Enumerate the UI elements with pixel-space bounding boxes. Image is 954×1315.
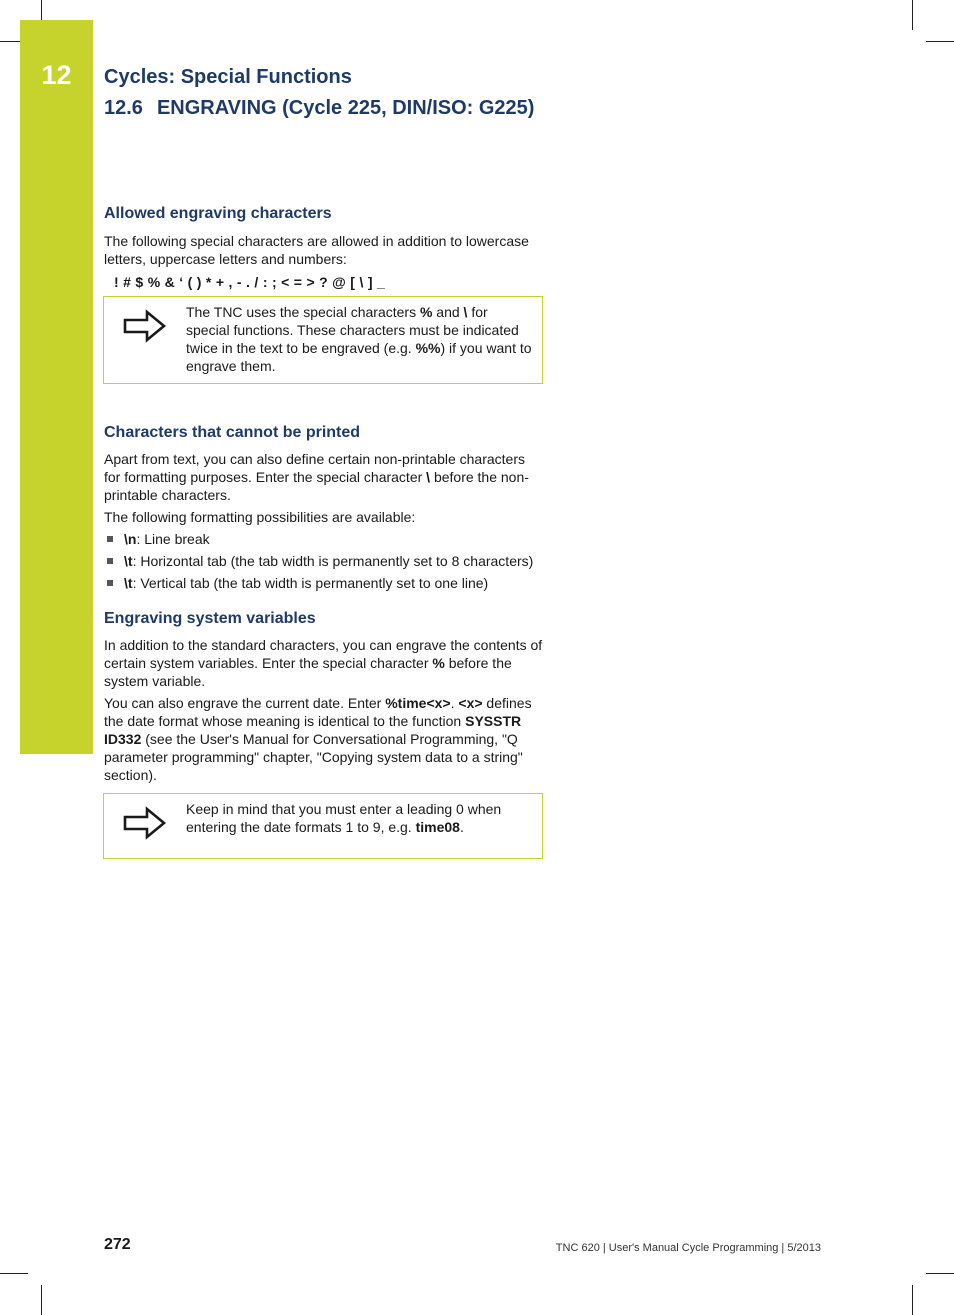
note-box-special-characters bbox=[103, 296, 543, 384]
note-arrow-icon bbox=[104, 297, 186, 383]
list-item: \t: Horizontal tab (the tab width is permanently set to 8 characters) bbox=[104, 552, 544, 570]
crop-mark bbox=[41, 0, 42, 20]
main-content bbox=[104, 205, 544, 859]
page-number: 272 bbox=[104, 1236, 131, 1253]
crop-mark bbox=[41, 1285, 42, 1315]
note-text-special-characters: The TNC uses the special characters % and \ for special functions. These characters must be indicated twice in the text to be engraved (e.g. %%) if you want to engrave them. bbox=[186, 304, 532, 374]
crop-mark bbox=[0, 1273, 28, 1274]
crop-mark bbox=[912, 1285, 913, 1315]
list-item: \t: Vertical tab (the tab width is permanently set to one line) bbox=[104, 574, 544, 592]
chapter-title: Cycles: Special Functions bbox=[104, 66, 352, 88]
crop-mark bbox=[0, 41, 20, 42]
footer-doc-info: TNC 620 | User's Manual Cycle Programming | 5/2013 bbox=[555, 1242, 821, 1254]
bullet-square-icon bbox=[107, 536, 113, 542]
crop-mark bbox=[926, 1273, 954, 1274]
note-arrow-icon bbox=[104, 794, 186, 858]
nonprint-paragraph-2: The following formatting possibilities are available: bbox=[104, 509, 416, 525]
nonprint-paragraph-1: Apart from text, you can also define certain non-printable characters for formatting purposes. Enter the special character \ before the non-printable characters. bbox=[104, 451, 529, 503]
formatting-options-list bbox=[104, 530, 544, 592]
arrow-right-icon bbox=[123, 309, 167, 343]
chapter-tab-bar bbox=[20, 20, 93, 754]
note-box-date-format bbox=[103, 793, 543, 859]
chapter-number: 12 bbox=[41, 60, 72, 90]
list-item: \n: Line break bbox=[104, 530, 544, 548]
section-title-text: ENGRAVING (Cycle 225, DIN/ISO: G225) bbox=[156, 97, 535, 119]
section-title bbox=[104, 97, 534, 120]
note-text-date-format: Keep in mind that you must enter a leading 0 when entering the date formats 1 to 9, e.g. time08. bbox=[186, 801, 502, 835]
heading-non-printable-characters: Characters that cannot be printed bbox=[104, 424, 361, 441]
allowed-intro: The following special characters are allowed in addition to lowercase letters, uppercase letters and numbers: bbox=[104, 233, 529, 267]
sysvars-paragraph-2: You can also engrave the current date. Enter %time<x>. <x> defines the date format whose meaning is identical to the function SYSSTR ID332 (see the User's Manual for Conversational Programming, "Q parameter programming" chapter, "Copying system data to a string" section). bbox=[104, 695, 532, 783]
crop-mark bbox=[912, 0, 913, 30]
heading-allowed-characters: Allowed engraving characters bbox=[104, 205, 332, 222]
arrow-right-icon bbox=[123, 806, 167, 840]
allowed-character-list: ! # $ % & ‘ ( ) * + , - . / : ; < = > ? @ [ \ ] _ bbox=[114, 274, 386, 290]
bullet-square-icon bbox=[107, 580, 113, 586]
sysvars-paragraph-1: In addition to the standard characters, you can engrave the contents of certain system variables. Enter the special character % before the system variable. bbox=[104, 637, 543, 689]
bullet-square-icon bbox=[107, 558, 113, 564]
heading-system-variables: Engraving system variables bbox=[104, 610, 316, 627]
section-number: 12.6 bbox=[104, 97, 143, 119]
crop-mark bbox=[926, 41, 954, 42]
